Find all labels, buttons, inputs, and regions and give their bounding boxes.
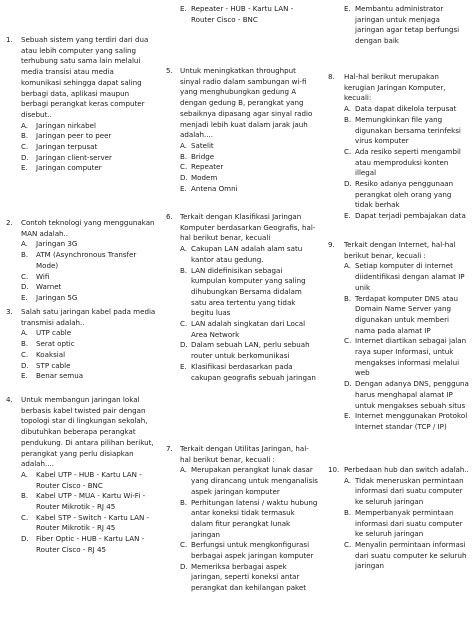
option-e[interactable]: E. Repeater - HUB - Kartu LAN - Router Cisco - BNC (180, 4, 294, 24)
option-c[interactable]: C. LAN adalah singkatan dari Local Area Network (180, 319, 306, 339)
answer-options (344, 104, 470, 222)
question-text: Salah satu jaringan kabel pada media transmisi adalah.. (21, 307, 156, 327)
option-a[interactable]: A. Cakupan LAN adalah alam satu kantor atau gedung. (180, 244, 303, 264)
option-e[interactable]: E. Membantu administrator jaringan untuk menjaga jaringan agar tetap berfungsi dengan baik (344, 4, 460, 46)
question-5 (166, 66, 318, 194)
option-d[interactable]: D. Jaringan client-server (21, 152, 112, 162)
option-c[interactable]: C. Menyalin permintaan informasi dari suatu computer ke seluruh jaringan (344, 539, 467, 571)
question-number: 8. (328, 72, 335, 81)
option-c[interactable]: C. Berfungsi untuk mengkonfigurasi berbagai aspek jaringan komputer (180, 540, 314, 561)
option-c[interactable]: C. Ada resiko seperti mengambil atau memproduksi konten illegal (344, 146, 461, 178)
option-d[interactable]: D. Fiber Optic - HUB - Kartu LAN - Router Cisco - RJ 45 (21, 534, 145, 554)
option-e[interactable]: E. Klasifikasi berdasarkan pada cakupan geografis sebuah jaringan (180, 361, 316, 382)
option-c[interactable]: C. Kabel STP - Switch - Kartu LAN - Router Mikrotik - RJ 45 (21, 512, 150, 533)
question-number: 6. (166, 212, 173, 221)
question-number: 9. (328, 240, 335, 249)
question-9 (328, 240, 470, 433)
question-number: 2. (6, 218, 13, 227)
option-b[interactable]: B. ATM (Asynchronous Transfer Mode) (21, 250, 137, 270)
option-d[interactable]: D. Resiko adanya penggunaan perangkat oleh orang yang tidak berhak (344, 179, 454, 210)
answer-options (180, 244, 318, 383)
question-7 (166, 444, 318, 594)
answer-options (21, 470, 156, 556)
option-b[interactable]: B. Terdapat komputer DNS atau Domain Name Server yang digunakan untuk memberi nama pada alamat IP (344, 293, 458, 335)
answer-options (21, 239, 156, 303)
question-2 (6, 218, 156, 304)
question-number: 5. (166, 66, 173, 75)
question-number: 3. (6, 307, 13, 316)
option-b[interactable]: B. Perhitungan latensi / waktu hubung antar koneksi tidak termasuk dalam fitur perangkat lunak jaringan (180, 497, 318, 539)
option-a[interactable]: A. Data dapat dikelola terpusat (344, 104, 457, 114)
option-a[interactable]: A. Jaringan nirkabel (21, 120, 96, 130)
option-b[interactable]: B. Serat optic (21, 339, 75, 349)
question-text: Terkait dengan Utilitas Jaringan, hal-hal berikut benar, kecuali : (180, 444, 309, 464)
question-4 (6, 395, 156, 556)
option-a[interactable]: A. Jaringan 3G (21, 239, 78, 249)
option-c[interactable]: C. Koaksial (21, 349, 66, 359)
question-6 (166, 212, 318, 383)
option-a[interactable]: A. Merupakan perangkat lunak dasar yang dirancang untuk menganalisis aspek jaringan komputer (180, 465, 318, 496)
question-10 (328, 465, 470, 572)
option-a[interactable]: A. UTP cable (21, 328, 72, 338)
option-d[interactable]: D. Dalam sebuah LAN, perlu sebuah router untuk berkomunikasi (180, 340, 310, 361)
question-8 (328, 72, 470, 222)
option-e[interactable]: E. Dapat terjadi pembajakan data (344, 211, 466, 221)
answer-options (180, 465, 318, 593)
option-d[interactable]: D. Memeriksa berbagai aspek jaringan, seperti koneksi antar perangkat dan kehilangan paket (180, 561, 307, 593)
option-c[interactable]: C. Wifi (21, 271, 50, 281)
option-b[interactable]: B. Bridge (180, 151, 215, 161)
answer-options (180, 4, 318, 25)
option-d[interactable]: D. Dengan adanya DNS, pengguna harus menghapal alamat IP untuk mengakses sebuah situs (344, 379, 469, 410)
question-7-continued (328, 4, 470, 47)
question-3 (6, 307, 156, 382)
option-c[interactable]: C. Internet diartikan sebagai jalan raya super Informasi, untuk mengakses informasi melalui web (344, 336, 467, 378)
question-number: 7. (166, 444, 173, 453)
option-c[interactable]: C. Repeater (180, 162, 224, 172)
question-1 (6, 35, 156, 174)
option-a[interactable]: A. Kabel UTP - HUB - Kartu LAN - Router Cisco - BNC (21, 469, 142, 490)
answer-options (344, 4, 470, 47)
question-text: Hal-hal berikut merupakan kerugian Jaringan Komputer, kecuali: (344, 72, 446, 103)
option-e[interactable]: E. Antena Omni (180, 183, 238, 193)
option-d[interactable]: D. STP cable (21, 360, 71, 370)
option-c[interactable]: C. Jaringan terpusat (21, 142, 98, 152)
question-number: 4. (6, 395, 13, 404)
option-b[interactable]: B. Kabel UTP - MUA - Kartu Wi-Fi - Router Mikrotik - RJ 45 (21, 491, 146, 512)
answer-options (344, 261, 470, 432)
option-d[interactable]: D. Modem (180, 173, 218, 183)
option-a[interactable]: A. Satelit (180, 140, 214, 150)
option-a[interactable]: A. Setiap komputer di internet diidentifikasi dengan alamat IP unik (344, 261, 465, 292)
option-b[interactable]: B. Memungkinkan file yang digunakan bersama terinfeksi virus komputer (344, 114, 461, 146)
answer-options (21, 121, 156, 175)
question-text: Untuk meningkatkan throughput sinyal radio dalam sambungan wi-fi yang menghubungkan gedung A dengan gedung B, perangkat yang sebaiknya dipasang agar sinyal radio menjadi lebih kuat dalam jarak jauh adalah.... (180, 66, 313, 140)
question-number: 1. (6, 35, 13, 44)
answer-options (180, 141, 318, 195)
question-text: Contoh teknologi yang menggunakan MAN adalah.. (21, 218, 155, 238)
question-text: Terkait dengan Internet, hal-hal berikut benar, kecuali : (344, 240, 456, 260)
answer-options (344, 476, 470, 572)
option-e[interactable]: E. Jaringan computer (21, 163, 102, 173)
option-e[interactable]: E. Benar semua (21, 371, 84, 381)
option-a[interactable]: A. Tidak meneruskan permintaan informasi dari suatu computer ke seluruh jaringan (344, 475, 464, 507)
question-text: Sebuah sistem yang terdiri dari dua atau lebih computer yang saling terhubung satu sama lain melalui media transisi atau media komunikasi sehingga dapat saling berbagi data, aplikasi maupun berbagi perangkat keras computer disebut.. (21, 35, 149, 119)
question-text: Perbedaan hub dan switch adalah.. (344, 465, 469, 474)
option-b[interactable]: B. Memperbanyak permintaan informasi dari suatu computer ke seluruh jaringan (344, 507, 463, 539)
option-e[interactable]: E. Jaringan 5G (21, 292, 78, 302)
option-e[interactable]: E. Internet menggunakan Protokol Internet standar (TCP / IP) (344, 411, 468, 431)
option-b[interactable]: B. LAN didefinisikan sebagai kumpulan komputer yang saling dihubungkan Bersama didalam satu area tertentu yang tidak begitu luas (180, 265, 306, 318)
question-4-continued (166, 4, 318, 25)
option-b[interactable]: B. Jaringan peer to peer (21, 131, 112, 141)
question-text: Untuk membangun jaringan lokal berbasis kabel twisted pair dengan topologi star di lingkungan sekolah, dibutuhkan beberapa perangkat pendukung. Di antara pilihan berikut, perangkat yang perlu disiapkan adalah.... (21, 395, 154, 469)
option-d[interactable]: D. Warnet (21, 282, 62, 292)
question-number: 10. (328, 465, 340, 474)
question-text: Terkait dengan Klasifikasi Jaringan Komputer berdasarkan Geografis, hal-hal berikut benar, kecuali (180, 212, 316, 243)
answer-options (21, 328, 156, 382)
